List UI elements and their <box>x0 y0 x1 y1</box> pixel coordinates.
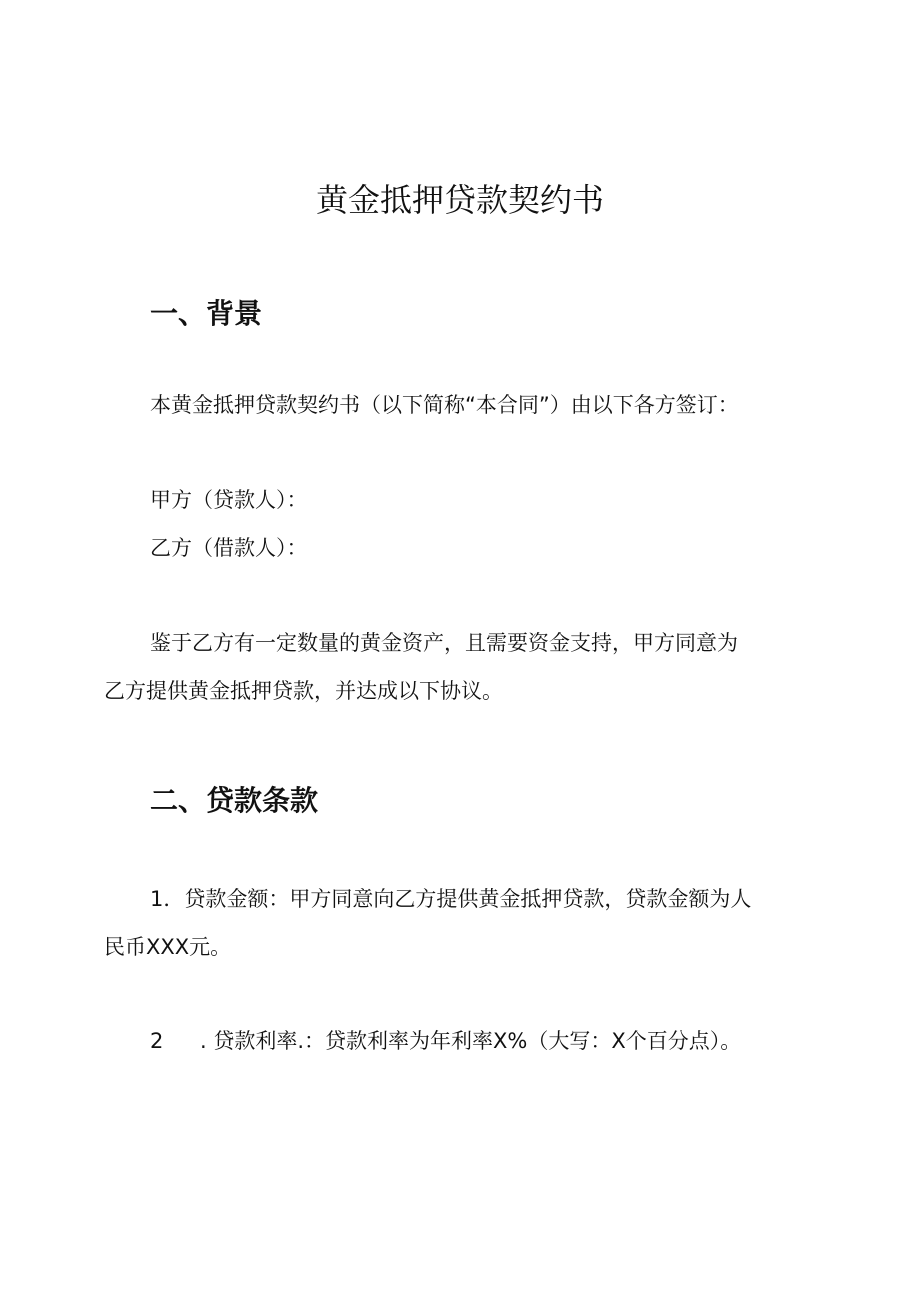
clause-2-line <box>150 1026 741 1056</box>
party-a-line: 甲方（贷款人）： <box>150 488 308 512</box>
intro-paragraph: 本黄金抵押贷款契约书（以下简称“本合同”）由以下各方签订： <box>150 393 739 417</box>
recital-line-1: 鉴于乙方有一定数量的黄金资产，且需要资金支持，甲方同意为 <box>150 631 738 655</box>
section-heading-background: 一、背景 <box>150 297 263 330</box>
clause-1-line-2: 民币XXX元。 <box>104 935 232 959</box>
clause-2-number: 2 <box>150 1029 164 1053</box>
section-heading-loan-terms: 二、贷款条款 <box>150 784 319 817</box>
document-title: 黄金抵押贷款契约书 <box>315 181 604 219</box>
clause-1-line-1: 1．贷款金额：甲方同意向乙方提供黄金抵押贷款，贷款金额为人 <box>150 887 752 911</box>
clause-2-text: . 贷款利率.：贷款利率为年利率X%（大写：X个百分点）。 <box>200 1029 742 1053</box>
recital-line-2: 乙方提供黄金抵押贷款，并达成以下协议。 <box>104 679 503 703</box>
party-b-line: 乙方（借款人）： <box>150 536 308 560</box>
